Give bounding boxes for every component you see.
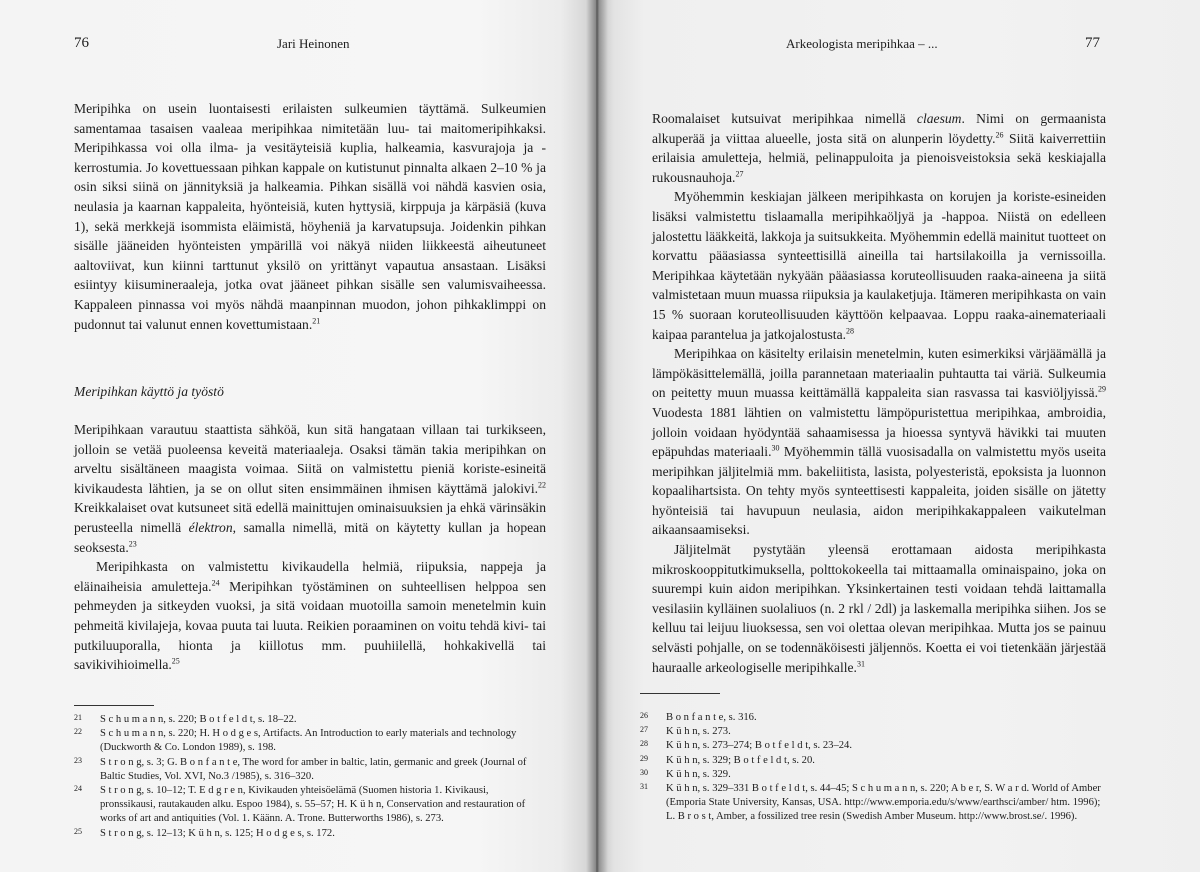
footnote-ref: 26 [995,130,1004,140]
paragraph-text: , samalla nimellä, mitä on käytetty kullan ja hopean seoksesta. [74,519,546,555]
footnote-number: 22 [74,727,82,737]
footnote [640,754,1110,768]
paragraph-text: Meripihkaa on käsitelty erilaisin menetelmin, kuten esimerkiksi värjäämällä ja lämpökäsittelemällä, joilla parannetaan materiaalin puhtautta tai väriä. Sulkeumia on peitetty muun muassa keittämällä kappaleita sian rasvassa tai kasviöljyissä. [652,346,1106,401]
term: claesum [916,111,962,126]
footnote-text: K ü h n, s. 273. [666,726,731,738]
footnote-text: S c h u m a n n, s. 220; H. H o d g e s, Artifacts. An Introduction to early materials and technology (Duckworth & Co. London 1989), s. 198. [100,728,517,754]
left-section-2 [74,420,546,675]
footnote-text: K ü h n, s. 273–274; B o t f e l d t, s. 23–24. [666,740,852,752]
footnote-number: 30 [640,767,648,777]
footnote [640,711,1110,725]
page-number: 76 [74,35,89,51]
footnote-ref: 23 [128,539,137,549]
footnote [74,827,544,841]
paragraph-text: Meripihkan työstäminen on suhteellisen helppoa sen pehmeyden ja sitkeyden vuoksi, ja sitä voidaan muotoilla samoin menetelmin kuin pehmeitä kivilajeja, kovaa puuta tai luuta. Reikien poraaminen on voitu tehdä kivi- tai putkiluuporalla, hionta ja kiillotus mm. puuhiilellä, hohkakivellä tai savikivihioimella. [74,578,546,673]
left-page [0,0,596,872]
footnote-text: S c h u m a n n, s. 220; B o t f e l d t, s. 18–22. [100,714,297,725]
footnote-number: 25 [74,826,82,836]
footnote-text: K ü h n, s. 329; B o t f e l d t, s. 20. [666,754,815,766]
footnote [74,784,544,827]
footnote [74,713,544,727]
footnote-number: 28 [640,739,648,749]
footnote-ref: 27 [735,169,744,179]
paragraph [652,187,1106,344]
footnote [74,756,544,784]
left-footnotes [74,713,544,841]
footnote-number: 29 [640,753,648,763]
footnote-ref: 25 [171,656,180,666]
footnote-number: 21 [74,713,82,722]
footnote-number: 23 [74,755,82,765]
footnote-text: S t r o n g, s. 10–12; T. E d g r e n, Kivikauden yhteisöelämä (Suomen historia 1. Kivikausi, pronssikausi, rautakauden alku. Espoo 1984), s. 55–57; H. K ü h n, Conservation and restauration of works of art and antiquities (Vol. 1. Käänn. A. Trone. Butterworths 1986), s. 273. [100,785,526,825]
footnote-text: S t r o n g, s. 12–13; K ü h n, s. 125; H o d g e s, s. 172. [100,827,335,839]
footnote-text: K ü h n, s. 329. [666,768,731,780]
footnote-ref: 31 [856,659,865,669]
footnote [640,768,1110,782]
paragraph-text: Meripihkasta on valmistettu kivikaudella helmiä, riipuksia, nappeja ja eläinaiheisia amuletteja. [74,559,546,594]
paragraph [74,557,546,675]
right-page [596,0,1200,872]
paragraph [652,540,1106,677]
paragraph-text: Myöhemmin tällä vuosisadalla on valmistettu myös useita meripihkan jäljitelmiä mm. bakeliitista, lasista, polyesteristä, epoksista ja luonnon kopaalihartsista. On tehty myös synteettisesti kappaleita, joiden sisälle on jätetty hyönteisiä tai havupuun neulasia, aidon meripihkakappaleen vaikutelman aikaansaamiseksi. [652,444,1106,538]
paragraph-text: Meripihka on usein luontaisesti erilaisten sulkeumien täyttämä. Sulkeumien samentamaa tasaisen vaaleaa meripihkaa nimitetään luu- tai maitomeripihkaksi. Meripihkassa voi olla ilma- ja vesitäyteisiä kuplia, halkeamia, kasvurajoja ja -kerrostumia. Jo kovettuessaan pihkan kappale on kutistunut pinnalta alkaen 2–10 % ja osin siksi siinä on jännityksiä ja halkeamia. Pihkan sisällä voi nähdä kasvien osia, neulasia ja kaarnan kappaleita, hyönteisiä, kuten hyttysiä, kirppuja ja kärpäsiä (kuva 1), sekä merkkejä isommista eläimistä, höyheniä ja karvatupsuja. Joidenkin pihkan sisälle jääneiden hyönteisten ympärillä voi näkyä niiden liikkeestä aiheutuneet aaltoviivat, kun kiinni tarttunut yksilö on yrittänyt vapautua ansastaan. Lisäksi esiintyy kiisumineraaleja, jotka ovat jääneet pihkan sisälle sen valumisvaiheessa. Kappaleen pinnassa voi myös nähdä maanpinnan muodon, johon pihkaklimppi on pudonnut tai valunut ennen kovettumistaan. [74,101,546,332]
footnote-number: 24 [74,784,82,794]
footnote-text: B o n f a n t e, s. 316. [666,712,757,723]
footnote-rule [74,705,154,706]
paragraph [652,344,1106,540]
footnote-ref: 29 [1098,384,1106,394]
book-gutter [586,0,608,872]
running-head: Jari Heinonen [277,36,350,51]
footnote [640,725,1110,739]
paragraph-text: . Nimi on germaanista alkuperää ja viittaa alueelle, josta sitä on alunperin löydetty. [652,111,1106,146]
paragraph-text: Myöhemmin keskiajan jälkeen meripihkasta on korujen ja koriste-esineiden lisäksi valmistettu tislaamalla meripihkaöljyä ja -happoa. Niistä on edelleen jalostettu lääkkeitä, lakkoja ja suitsukkeita. Myöhemmin edellä mainitut tuotteet on korvattu pääasiassa synteettisillä aineilla tai hartsilakoilla ja vernissoilla. Meripihkaa käytetään nykyään pääasiassa koruteollisuuden raaka-aineena ja siitä valmistetaan muun muassa riipuksia ja kaulaketjuja. Itämeren meripihkasta on vain 15 % suoraan koruteollisuuden käyttöön kelpaavaa. Loppu raaka-ainemateriaali kaipaa parantelua ja jatkojalostusta. [652,189,1106,342]
paragraph-text: Jäljitelmät pystytään yleensä erottamaan aidosta meripihkasta mikroskooppitutkimuksella, polttokokeella tai mittaamalla ominaispaino, joka on suurempi kuin aidon meripihkan. Yksinkertainen testi voidaan tehdä laittamalla vesilasiin kylläinen suolaliuos (n. 2 rkl / 2dl) ja laskemalla meripihka siihen. Jos se kelluu tai leijuu liuoksessa, sen voi olettaa olevan meripihkaa. Mutta jos se painuu selvästi pohjalle, on se todennäköisesti jäljennös. Koetta ei voi tietenkään järjestää hauraalle arkeologiselle meripihkalle. [652,542,1106,675]
footnote-ref: 21 [312,316,321,325]
right-footnotes [640,711,1110,825]
paragraph-text: Roomalaiset kutsuivat meripihkaa nimellä [652,111,917,126]
page-number: 77 [1085,35,1100,51]
paragraph-text: Kreikkalaiset ovat kutsuneet sitä edellä mainittujen ominaisuuksien ja ehkä värinsäkin perusteella nimellä [74,500,546,535]
left-section-1 [74,99,546,334]
term: élektron [188,519,233,535]
footnote [640,782,1110,825]
footnote-number: 26 [640,711,648,720]
footnote-text: K ü h n, s. 329–331 B o t f e l d t, s. 44–45; S c h u m a n n, s. 220; A b e r, S. W a r d. World of Amber (Emporia State University, Kansas, USA. http://www.emporia.edu/s/www/earthsci/amber/ htm. 1996); L. B r o s t, Amber, a fossilized tree resin (Swedish Amber Museum. http://www.brost.se/. 1996). [666,783,1101,823]
paragraph [652,109,1106,187]
footnote-ref: 28 [846,326,855,335]
paragraph [74,420,546,557]
right-section [652,109,1106,677]
running-head: Arkeologista meripihkaa – ... [786,36,938,51]
footnote-number: 27 [640,725,648,735]
footnote-ref: 30 [771,443,780,453]
paragraph [74,99,546,334]
paragraph-text: Meripihkaan varautuu staattista sähköä, kun sitä hangataan villaan tai turkikseen, jolloin se vetää puoleensa keveitä materiaaleja. Osaksi tämän takia meripihkan on arveltu sisältäneen maagista voimaa. Siitä on valmistettu pieniä koriste-esineitä kivikaudesta lähtien, ja se on ollut siten ensimmäinen ihmisen käyttämä jalokivi. [74,422,546,496]
footnote [640,739,1110,753]
footnote-text: S t r o n g, s. 3; G. B o n f a n t e, The word for amber in baltic, latin, germanic and greek (Journal of Baltic Studies, Vol. XVI, No.3 /1985), s. 316–320. [100,756,527,782]
section-heading: Meripihkan käyttö ja työstö [74,384,224,399]
paragraph-text: Vuodesta 1881 lähtien on valmistettu lämpöpuristettua meripihkaa, ambroidia, jolloin voidaan hyödyntää sahaamisessa ja hioessa syntyvä hävikki tai muuten epäpuhdas materiaali. [652,404,1106,460]
footnote-ref: 22 [538,480,546,490]
footnote [74,727,544,755]
footnote-number: 31 [640,782,648,792]
paragraph-text: Siitä kaiverrettiin erilaisia amuletteja, helmiä, pelinappuloita ja pienoisveistoksia sekä keskiajalla rukousnauhoja. [652,130,1106,185]
footnote-rule [640,693,720,694]
footnote-ref: 24 [211,578,220,588]
